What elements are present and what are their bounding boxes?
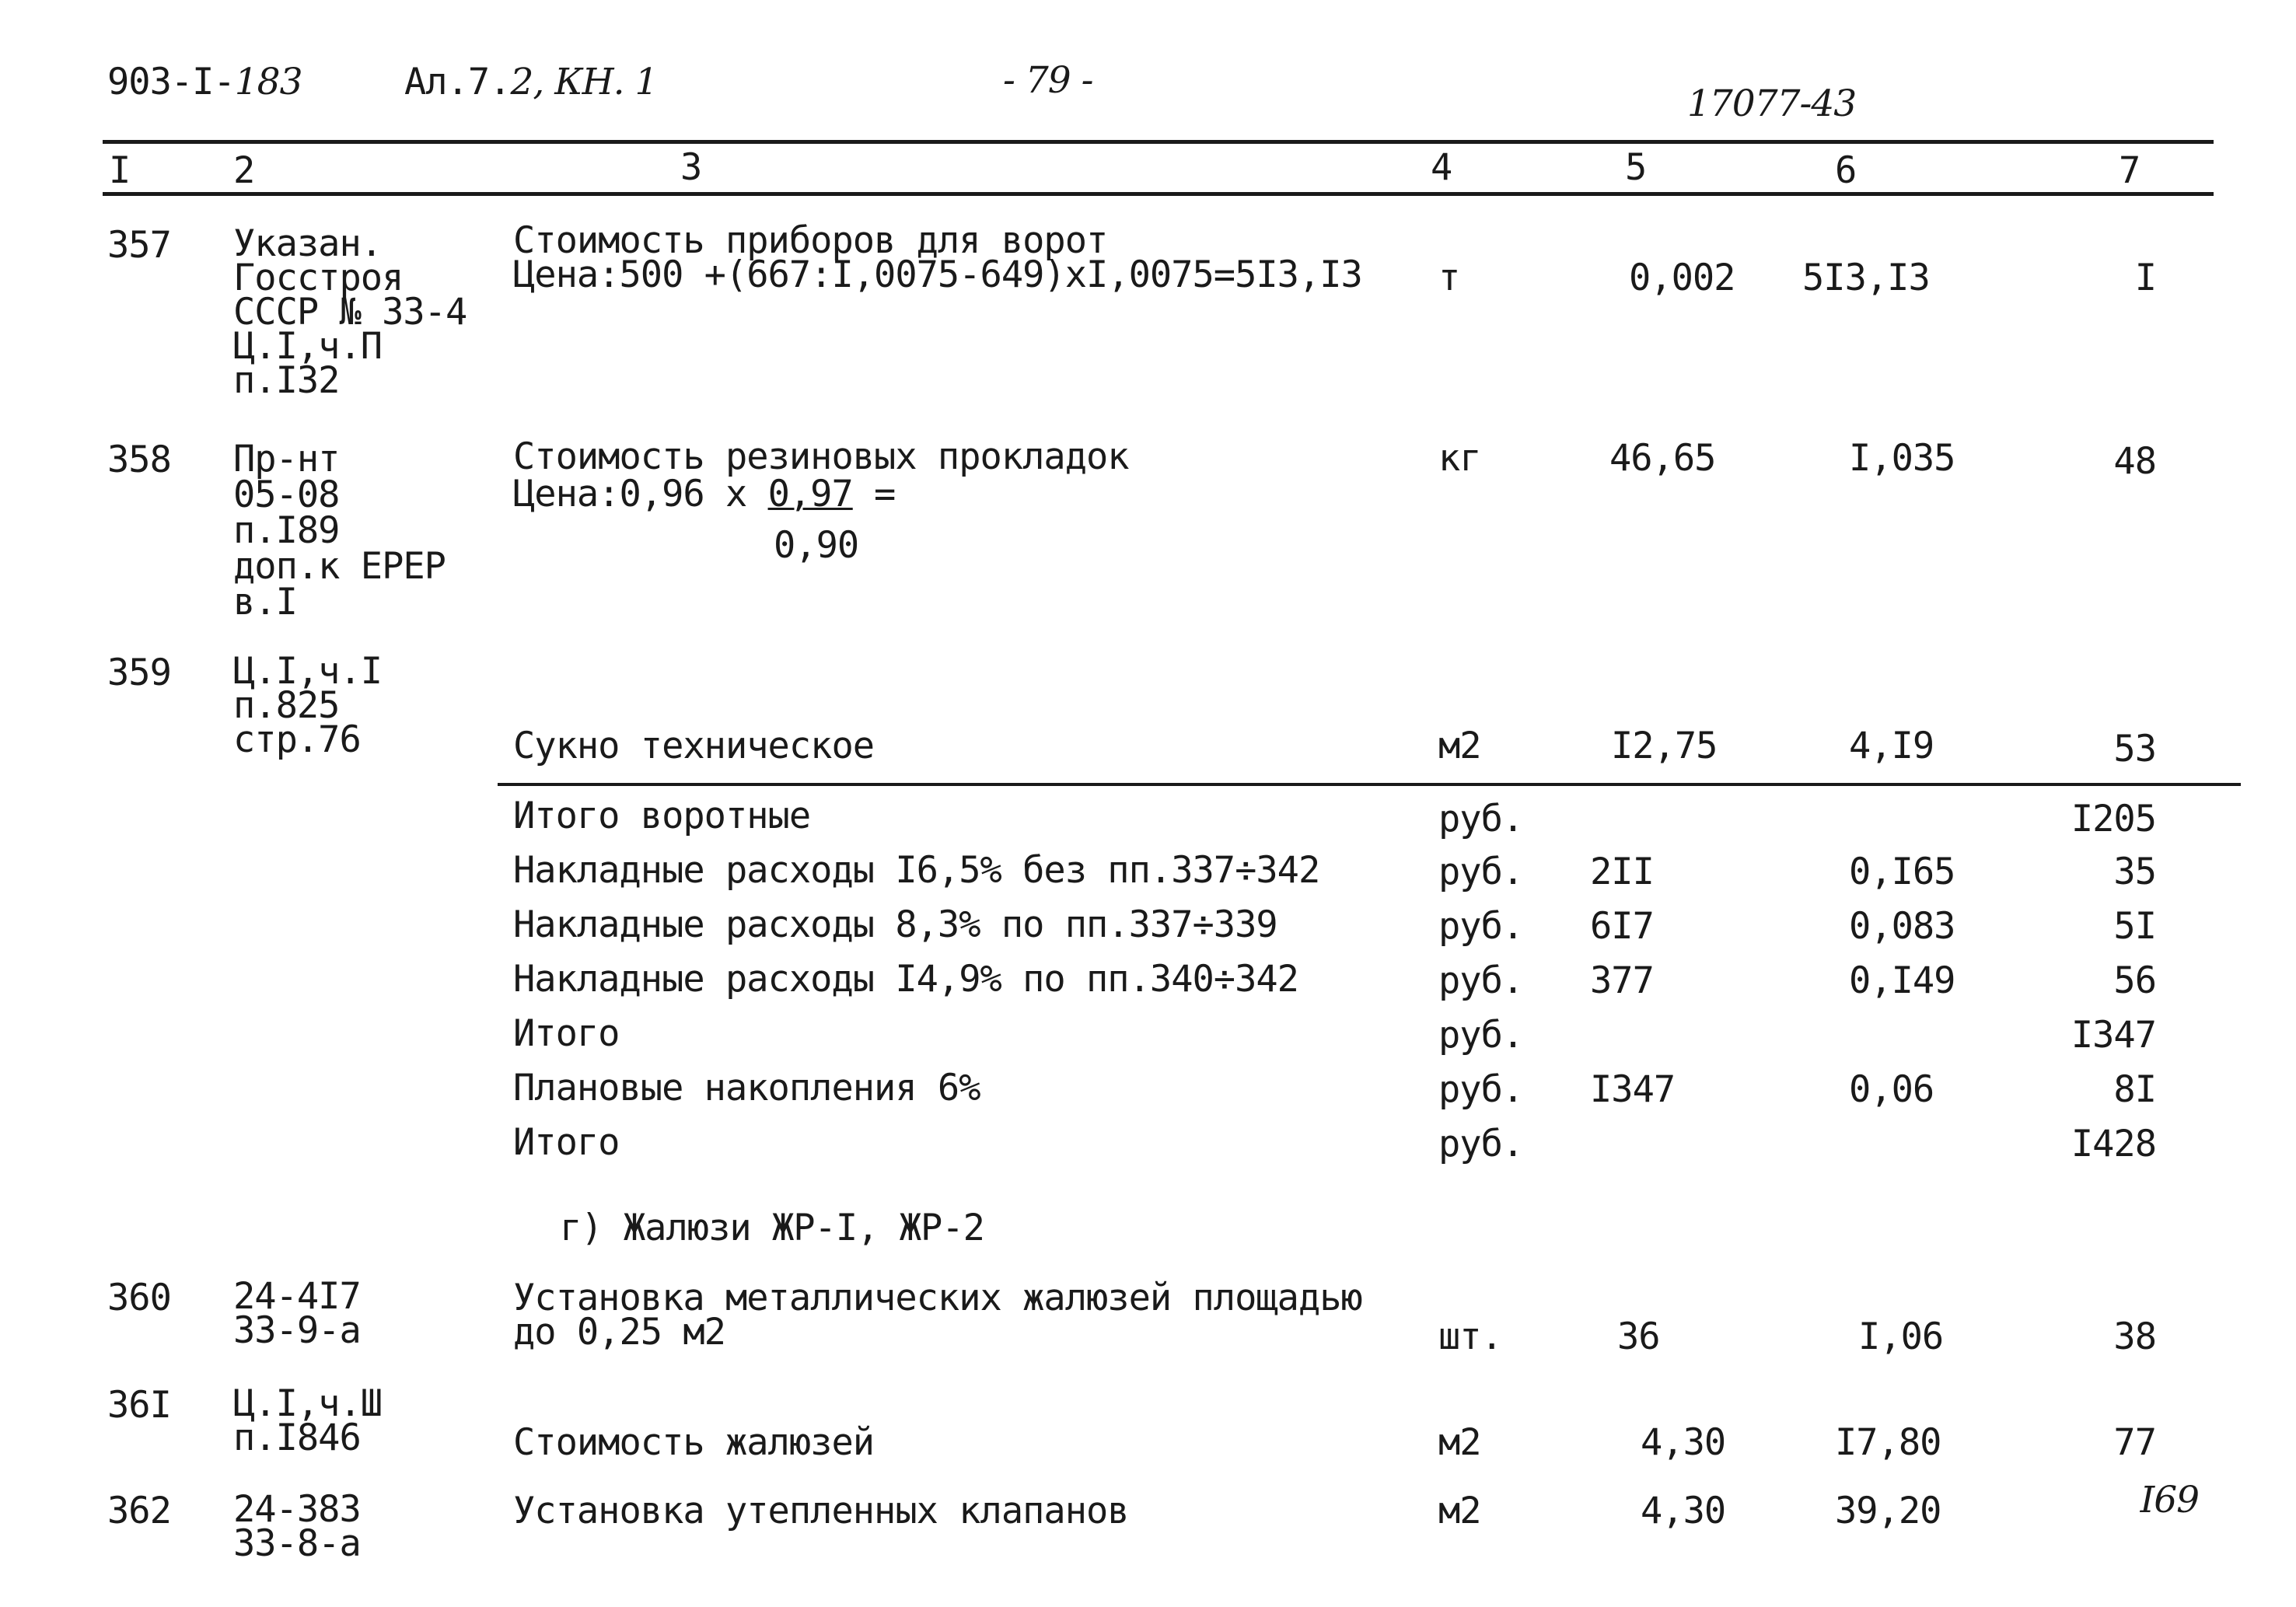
summary-unit: руб. [1438, 1014, 1524, 1057]
row-price-result: 0,90 [774, 524, 859, 567]
summary-unit: руб. [1438, 798, 1524, 840]
row-quantity: I2,75 [1611, 725, 1718, 767]
page-number: - 79 - [1003, 59, 1093, 102]
col-header-3: 3 [680, 146, 702, 189]
summary-quantity: 6I7 [1590, 905, 1654, 948]
row-total: 38 [2113, 1315, 2156, 1358]
row-number: 362 [107, 1490, 171, 1532]
row-reference: Ц.I,ч.Ш п.I846 [233, 1382, 383, 1459]
summary-unit: руб. [1438, 905, 1524, 948]
row-number: 360 [107, 1277, 171, 1319]
row-price-formula [513, 473, 896, 515]
row-price: 5I3,I3 [1802, 257, 1930, 299]
formula-tail: = [852, 473, 896, 515]
summary-total: I205 [2071, 798, 2156, 840]
row-quantity: 4,30 [1641, 1490, 1726, 1532]
summary-description: Накладные расходы I4,9% по пп.340÷342 [513, 958, 1298, 1001]
summary-unit: руб. [1438, 1123, 1524, 1165]
summary-rule [498, 783, 2241, 786]
row-price: I,035 [1849, 437, 1955, 480]
row-total: 77 [2113, 1421, 2156, 1464]
row-description: Стоимость жалюзей [513, 1421, 875, 1464]
col-header-1: I [109, 149, 131, 192]
row-price: I,06 [1858, 1315, 1944, 1358]
summary-quantity: I347 [1590, 1068, 1676, 1111]
series-code: 903-I- [107, 61, 235, 103]
document-number: 17077-43 [1687, 82, 1857, 125]
section-title: г) Жалюзи ЖР-I, ЖР-2 [560, 1207, 984, 1249]
summary-unit: руб. [1438, 851, 1524, 893]
row-reference: 24-4I7 33-9-а [233, 1275, 361, 1352]
series-handwritten: 183 [234, 61, 302, 103]
row-quantity: 4,30 [1641, 1421, 1726, 1464]
summary-unit: руб. [1438, 1068, 1524, 1111]
summary-total: 5I [2113, 905, 2156, 948]
row-description: Установка утепленных клапанов [513, 1490, 1129, 1532]
summary-total: I428 [2071, 1123, 2156, 1165]
summary-total: 8I [2113, 1068, 2156, 1111]
row-quantity: 0,002 [1629, 257, 1735, 299]
row-reference: Пр-нт 05-08 п.I89 доп.к ЕРЕР в.I [233, 438, 446, 624]
col-header-7: 7 [2119, 149, 2140, 192]
album-ref [404, 61, 658, 103]
summary-rate: 0,06 [1849, 1068, 1934, 1111]
row-reference: Указан. Госстроя СССР № 33-4 Ц.I,ч.П п.I32 [233, 222, 467, 402]
summary-total: 35 [2113, 851, 2156, 893]
formula-underlined: 0,97 [767, 473, 853, 515]
row-total: 53 [2113, 728, 2156, 770]
row-unit: кг [1438, 437, 1481, 480]
row-reference: Ц.I,ч.I п.825 стр.76 [233, 650, 383, 761]
row-description: Установка металлических жалюзей площадью [513, 1277, 1362, 1319]
album-code: Ал.7. [404, 61, 511, 103]
summary-unit: руб. [1438, 959, 1524, 1002]
row-total: I [2134, 257, 2156, 299]
summary-total: I347 [2071, 1014, 2156, 1057]
summary-description: Накладные расходы I6,5% без пп.337÷342 [513, 849, 1320, 892]
row-price: I7,80 [1835, 1421, 1941, 1464]
row-total: 48 [2113, 440, 2156, 483]
row-number: 357 [107, 224, 171, 267]
summary-total: 56 [2113, 959, 2156, 1002]
summary-description: Итого [513, 1012, 620, 1055]
summary-description: Итого [513, 1121, 620, 1164]
row-description-cont: до 0,25 м2 [513, 1311, 725, 1354]
row-unit: т [1438, 257, 1460, 299]
summary-description: Накладные расходы 8,3% по пп.337÷339 [513, 903, 1277, 946]
row-unit: м2 [1438, 1421, 1481, 1464]
row-description: Стоимость приборов для ворот [513, 219, 1108, 262]
row-price: 39,20 [1835, 1490, 1941, 1532]
row-reference: 24-383 33-8-а [233, 1488, 361, 1565]
col-header-5: 5 [1625, 146, 1647, 189]
row-price: 4,I9 [1849, 725, 1934, 767]
summary-rate: 0,083 [1849, 905, 1955, 948]
summary-rate: 0,I49 [1849, 959, 1955, 1002]
row-unit: м2 [1438, 725, 1481, 767]
row-number: 36I [107, 1384, 171, 1427]
album-handwritten: 2, КН. 1 [510, 61, 658, 103]
col-header-6: 6 [1835, 149, 1857, 192]
row-quantity: 36 [1617, 1315, 1660, 1358]
doc-series [107, 61, 302, 103]
summary-quantity: 377 [1590, 959, 1654, 1002]
header-bottom-rule [103, 192, 2214, 196]
row-total-handwritten: I69 [2140, 1479, 2199, 1521]
row-description: Сукно техническое [513, 725, 875, 767]
summary-description: Плановые накопления 6% [513, 1067, 980, 1109]
header-top-rule [103, 140, 2214, 144]
row-number: 359 [107, 652, 171, 694]
row-quantity: 46,65 [1609, 437, 1716, 480]
row-price-formula: Цена:500 +(667:I,0075-649)xI,0075=5I3,I3 [513, 253, 1362, 296]
formula-head: Цена:0,96 х [513, 473, 768, 515]
row-unit: шт. [1438, 1315, 1502, 1358]
summary-description: Итого воротные [513, 795, 811, 837]
row-unit: м2 [1438, 1490, 1481, 1532]
row-number: 358 [107, 438, 171, 481]
row-description: Стоимость резиновых прокладок [513, 435, 1129, 478]
summary-rate: 0,I65 [1849, 851, 1955, 893]
summary-quantity: 2II [1590, 851, 1654, 893]
col-header-2: 2 [233, 149, 255, 192]
col-header-4: 4 [1431, 146, 1452, 189]
